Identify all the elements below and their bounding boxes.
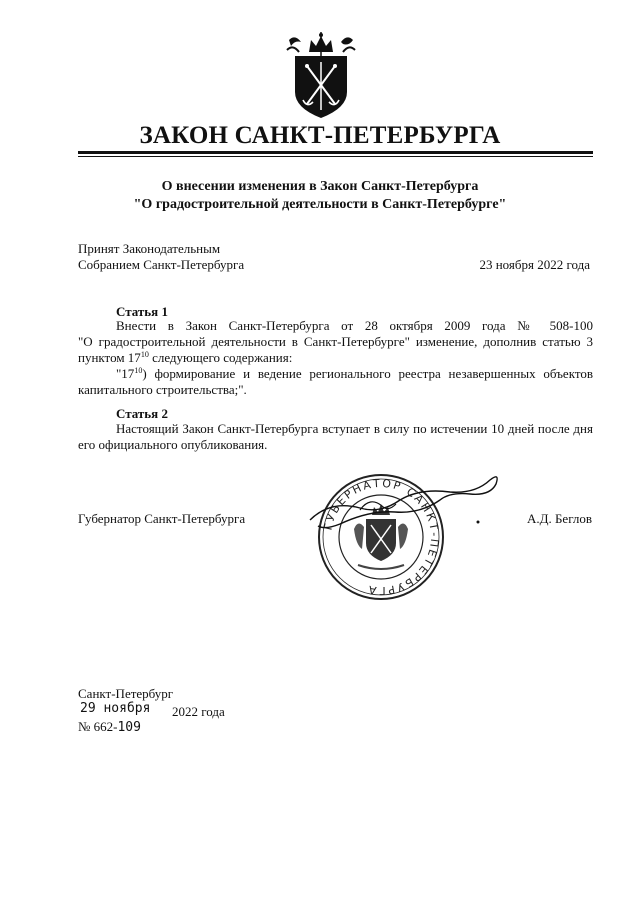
footer-year: 2022 года: [172, 704, 225, 719]
article-1-line-3: [78, 350, 593, 366]
article-1-line-4-sup: 10: [134, 366, 143, 375]
footer-number-prefix: № 662-: [78, 719, 118, 734]
article-1-line-4-text: "17: [116, 366, 135, 381]
article-1-line-3-sup: 10: [140, 350, 149, 359]
article-1-heading: Статья 1: [116, 304, 168, 319]
article-1-line-4-tail: ) формирование и ведение регионального реестра незавершенных объектов: [142, 366, 593, 381]
footer-day-month: 29 ноября: [80, 701, 151, 716]
article-1-line-4: [78, 366, 593, 382]
article-1-line-1: Внести в Закон Санкт-Петербурга от 28 октября 2009 года № 508-100: [116, 318, 593, 333]
article-1-body: [78, 318, 593, 398]
governor-position: Губернатор Санкт-Петербурга: [78, 511, 246, 526]
handwritten-signature: [300, 470, 510, 540]
footer-city: Санкт-Петербург: [78, 686, 174, 701]
title-rule-thin: [78, 156, 593, 157]
coat-of-arms-emblem: [281, 30, 361, 122]
adoption-line-2: Собранием Санкт-Петербурга: [78, 257, 245, 272]
adoption-line-1: Принят Законодательным: [78, 241, 221, 256]
adoption-body: [78, 241, 244, 273]
article-2-line-2: его официального опубликования.: [78, 437, 268, 452]
article-2-heading: Статья 2: [116, 406, 168, 421]
title-rule-thick: [78, 151, 593, 154]
article-1-line-5: капитального строительства;".: [78, 382, 247, 397]
governor-name: А.Д. Беглов: [526, 511, 592, 526]
article-1-line-3-tail: следующего содержания:: [148, 350, 293, 365]
adoption-date: 23 ноября 2022 года: [479, 257, 590, 272]
subtitle-line-1: О внесении изменения в Закон Санкт-Петербурга: [161, 179, 479, 194]
article-1-line-3-text: пунктом 17: [78, 350, 141, 365]
law-subtitle: [0, 178, 640, 214]
seal-text: ГУБЕРНАТОР САНКТ-ПЕТЕРБУРГА: [321, 476, 442, 598]
article-1-line-2: "О градостроительной деятельности в Санкт-Петербурге" изменение, дополнив статью 3: [78, 334, 593, 349]
article-2-line-1: Настоящий Закон Санкт-Петербурга вступает в силу по истечении 10 дней после дня: [116, 421, 593, 436]
subtitle-line-2: "О градостроительной деятельности в Санкт-Петербурге": [133, 197, 507, 212]
document-title: ЗАКОН САНКТ-ПЕТЕРБУРГА: [139, 122, 501, 149]
article-2-body: [78, 421, 593, 453]
footer-number: [78, 718, 141, 736]
footer-number-suffix: 109: [117, 720, 141, 735]
